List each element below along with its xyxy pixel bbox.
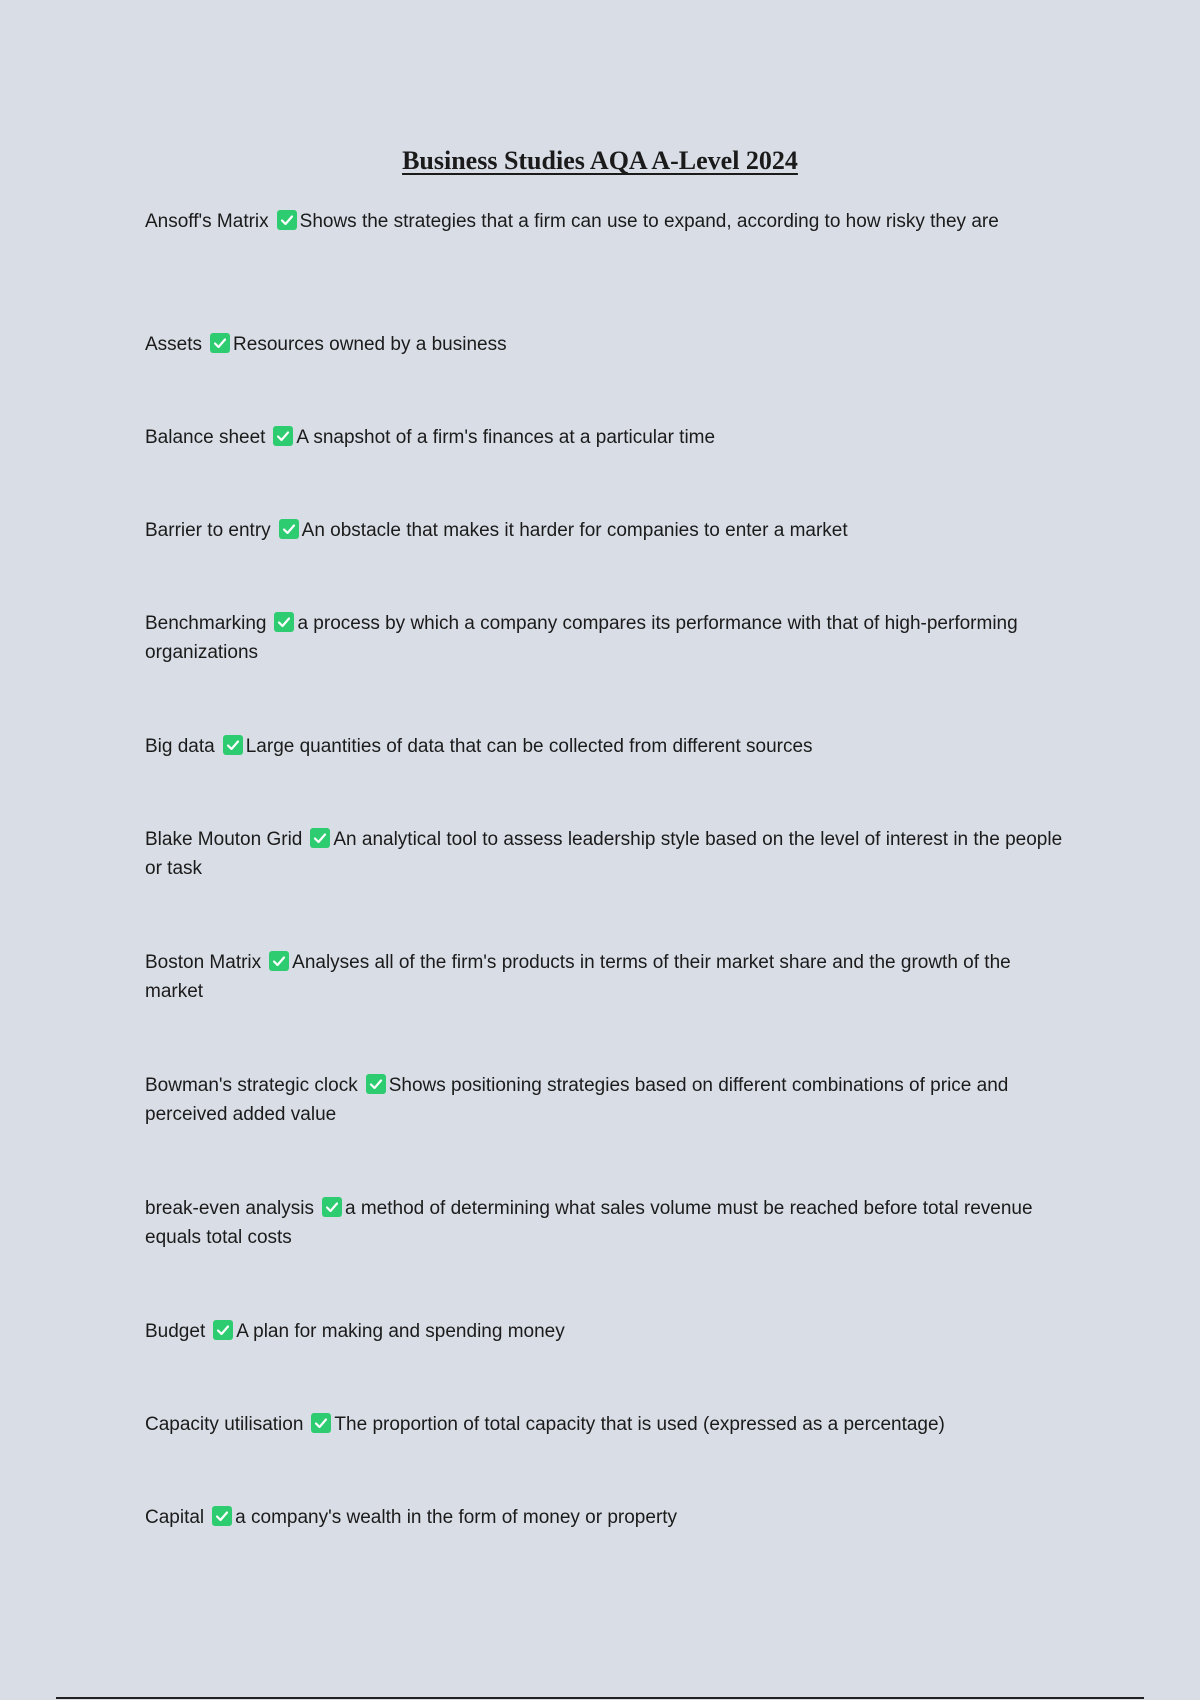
list-item bbox=[145, 948, 1065, 1071]
list-item bbox=[145, 732, 1065, 825]
check-icon bbox=[210, 333, 230, 353]
definition: a process by which a company compares its performance with that of high-performing organizations bbox=[145, 613, 1018, 663]
term: Big data bbox=[145, 736, 215, 757]
term: Budget bbox=[145, 1321, 206, 1342]
term: Assets bbox=[145, 334, 203, 355]
check-icon bbox=[274, 612, 294, 632]
list-item bbox=[145, 1317, 1065, 1410]
check-icon bbox=[279, 519, 299, 539]
definition: Analyses all of the firm's products in terms of their market share and the growth of the market bbox=[145, 952, 1011, 1002]
list-item bbox=[145, 609, 1065, 732]
check-icon bbox=[311, 1413, 331, 1433]
term: Bowman's strategic clock bbox=[145, 1075, 358, 1096]
definition: Shows positioning strategies based on different combinations of price and perceived added value bbox=[145, 1075, 1009, 1125]
definition: A snapshot of a firm's finances at a particular time bbox=[296, 427, 716, 448]
list-item bbox=[145, 1410, 1065, 1503]
list-item bbox=[145, 207, 1065, 330]
definition: Large quantities of data that can be collected from different sources bbox=[245, 736, 813, 757]
list-item bbox=[145, 423, 1065, 516]
term: Capital bbox=[145, 1507, 205, 1528]
check-icon bbox=[322, 1197, 342, 1217]
check-icon bbox=[310, 828, 330, 848]
definition: An analytical tool to assess leadership style based on the level of interest in the people or task bbox=[145, 829, 1063, 879]
list-item bbox=[145, 516, 1065, 609]
footer-divider bbox=[56, 1697, 1144, 1699]
check-icon bbox=[223, 735, 243, 755]
term: Ansoff's Matrix bbox=[145, 211, 269, 232]
glossary-list bbox=[145, 207, 1065, 1596]
list-item bbox=[145, 1503, 1065, 1596]
term: Blake Mouton Grid bbox=[145, 829, 303, 850]
definition: a method of determining what sales volume must be reached before total revenue equals total costs bbox=[145, 1198, 1033, 1248]
page-title: Business Studies AQA A-Level 2024 bbox=[402, 146, 798, 175]
definition: Resources owned by a business bbox=[233, 334, 507, 355]
definition: The proportion of total capacity that is used (expressed as a percentage) bbox=[334, 1414, 945, 1435]
list-item bbox=[145, 1071, 1065, 1194]
check-icon bbox=[273, 426, 293, 446]
check-icon bbox=[212, 1506, 232, 1526]
check-icon bbox=[213, 1320, 233, 1340]
term: Barrier to entry bbox=[145, 520, 271, 541]
definition: a company's wealth in the form of money or property bbox=[235, 1507, 678, 1528]
list-item bbox=[145, 330, 1065, 423]
term: Capacity utilisation bbox=[145, 1414, 304, 1435]
definition: An obstacle that makes it harder for companies to enter a market bbox=[301, 520, 848, 541]
check-icon bbox=[269, 951, 289, 971]
check-icon bbox=[277, 210, 297, 230]
definition: Shows the strategies that a firm can use to expand, according to how risky they are bbox=[299, 211, 999, 232]
list-item bbox=[145, 825, 1065, 948]
term: Benchmarking bbox=[145, 613, 267, 634]
list-item bbox=[145, 1194, 1065, 1317]
definition: A plan for making and spending money bbox=[236, 1321, 565, 1342]
term: Boston Matrix bbox=[145, 952, 262, 973]
check-icon bbox=[366, 1074, 386, 1094]
term: break-even analysis bbox=[145, 1198, 314, 1219]
term: Balance sheet bbox=[145, 427, 266, 448]
